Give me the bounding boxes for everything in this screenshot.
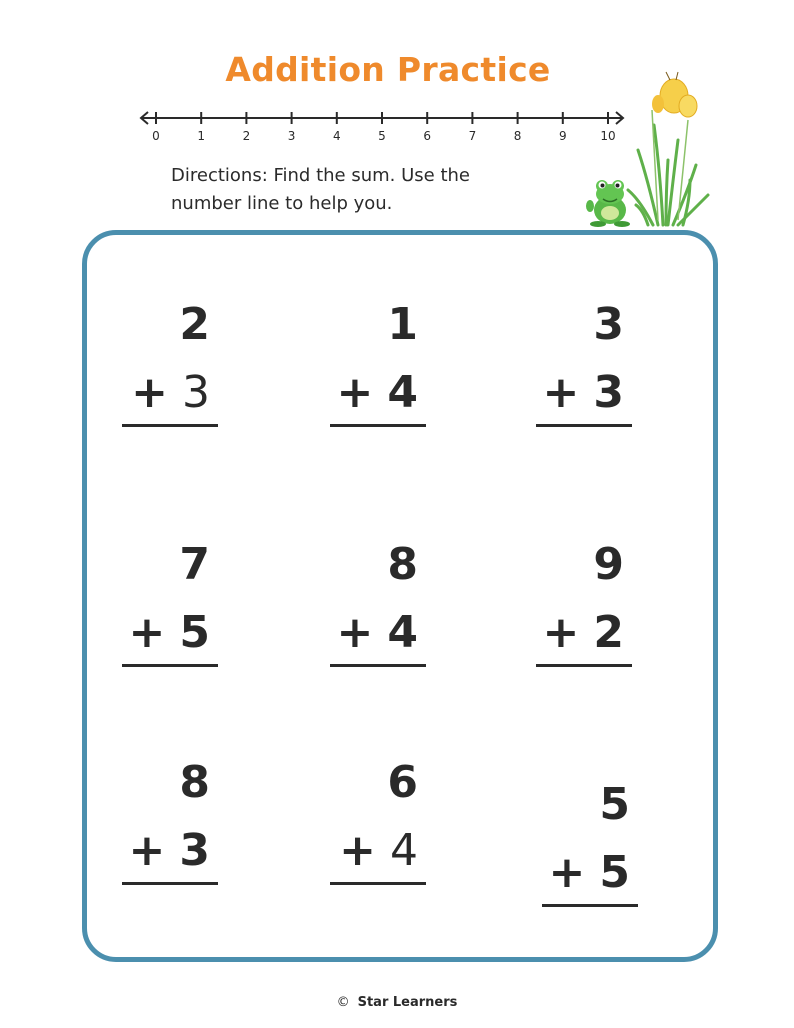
butterfly-illustration [652,72,697,117]
problem-top-number: 1 [387,299,418,350]
addition-problem [536,300,632,427]
problem-addend-row [122,826,218,876]
problem-addend-row [122,608,218,658]
problem-top-number: 3 [593,299,624,350]
directions-line-2: number line to help you. [171,193,393,214]
directions [171,162,531,218]
problem-addend-number: 3 [179,825,210,876]
problem-top-number: 8 [179,757,210,808]
problem-addend-number: 3 [593,367,624,418]
addition-problem [330,300,426,427]
grass-illustration [628,125,708,225]
plus-sign: + [128,825,166,876]
problem-addend-number: 5 [599,847,630,898]
addition-problem [122,300,218,427]
addition-problem [330,758,426,885]
problem-addend-number: 3 [182,367,210,418]
problem-addend-number: 4 [390,825,418,876]
problem-addend-row [330,608,426,658]
number-line-label: 5 [378,129,386,143]
number-line-label: 9 [558,129,567,143]
problem-top-number: 5 [599,779,630,830]
problem-top-number: 6 [387,757,418,808]
plus-sign: + [336,367,374,418]
problem-top-number: 7 [179,539,210,590]
plus-sign: + [128,607,166,658]
brand-name: Star Learners [357,995,458,1010]
problem-top-number: 9 [593,539,624,590]
plus-sign: + [131,367,168,418]
addition-problem [330,540,426,667]
number-line-label: 1 [197,129,206,143]
answer-line [536,424,632,427]
number-line-label: 2 [242,129,251,143]
problem-addend-row [536,608,632,658]
answer-line [122,882,218,885]
number-line-label: 6 [423,129,432,143]
frog-illustration [586,180,630,227]
answer-line [122,664,218,667]
problem-top-number: 8 [387,539,418,590]
answer-line [330,664,426,667]
problem-addend-row [122,368,218,418]
problem-addend-number: 5 [179,607,210,658]
number-line-label: 0 [152,129,160,143]
answer-line [536,664,632,667]
number-line-group [141,112,623,143]
problem-addend-number: 4 [387,367,418,418]
problem-addend-number: 2 [593,607,624,658]
problem-addend-number: 4 [387,607,418,658]
number-line-label: 8 [513,129,522,143]
addition-problem [536,540,632,667]
answer-line [330,424,426,427]
answer-line [122,424,218,427]
plus-sign: + [548,847,586,898]
problem-addend-row [542,848,638,898]
copyright-icon: © [336,995,350,1010]
addition-problem [122,540,218,667]
answer-line [542,904,638,907]
answer-line [330,882,426,885]
number-line [138,104,628,150]
directions-line-1: Directions: Find the sum. Use the [171,165,470,186]
number-line-label: 7 [468,129,477,143]
number-line-label: 4 [332,129,341,143]
footer [0,995,794,1010]
plus-sign: + [339,825,376,876]
problem-top-number: 2 [179,299,210,350]
problem-addend-row [330,826,426,876]
number-line-label: 10 [600,129,616,143]
plus-sign: + [542,607,580,658]
problem-addend-row [536,368,632,418]
number-line-label: 3 [287,129,296,143]
addition-problem [122,758,218,885]
plus-sign: + [336,607,374,658]
addition-problem [542,780,638,907]
plus-sign: + [542,367,580,418]
frog-and-grass-illustration [578,70,718,230]
problem-addend-row [330,368,426,418]
page-title: Addition Practice [225,50,551,89]
